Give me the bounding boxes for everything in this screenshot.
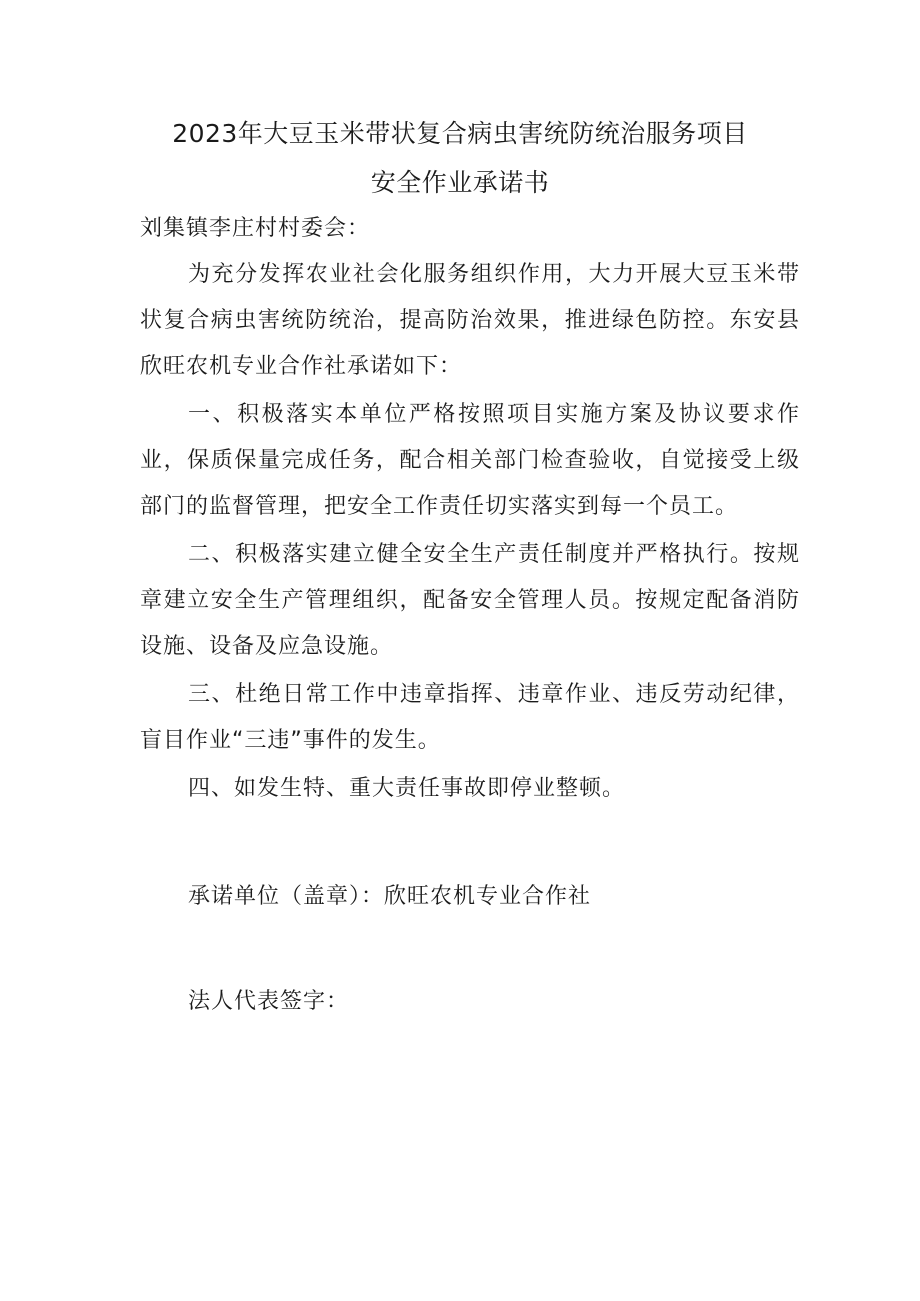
paragraph-item-3: 三、杜绝日常工作中违章指挥、违章作业、违反劳动纪律，盲目作业“三违”事件的发生。 bbox=[140, 682, 800, 753]
legal-representative-signature: 法人代表签字： bbox=[188, 989, 350, 1014]
document-body bbox=[140, 252, 800, 814]
document-title-line2: 安全作业承诺书 bbox=[370, 168, 550, 197]
paragraph-item-2: 二、积极落实建立健全安全生产责任制度并严格执行。按规章建立安全生产管理组织，配备安全管理人员。按规定配备消防设施、设备及应急设施。 bbox=[140, 542, 800, 659]
salutation: 刘集镇李庄村村委会： bbox=[140, 216, 371, 241]
paragraph-intro: 为充分发挥农业社会化服务组织作用，大力开展大豆玉米带状复合病虫害统防统治，提高防治效果，推进绿色防控。东安县欣旺农机专业合作社承诺如下： bbox=[140, 262, 800, 379]
document-title-line1: 2023年大豆玉米带状复合病虫害统防统治服务项目 bbox=[172, 119, 748, 148]
paragraph-item-1: 一、积极落实本单位严格按照项目实施方案及协议要求作业，保质保量完成任务，配合相关部门检查验收，自觉接受上级部门的监督管理，把安全工作责任切实落实到每一个员工。 bbox=[140, 402, 800, 519]
paragraph-item-4: 四、如发生特、重大责任事故即停业整顿。 bbox=[188, 776, 626, 801]
signature-unit: 承诺单位（盖章）：欣旺农机专业合作社 bbox=[188, 884, 592, 909]
